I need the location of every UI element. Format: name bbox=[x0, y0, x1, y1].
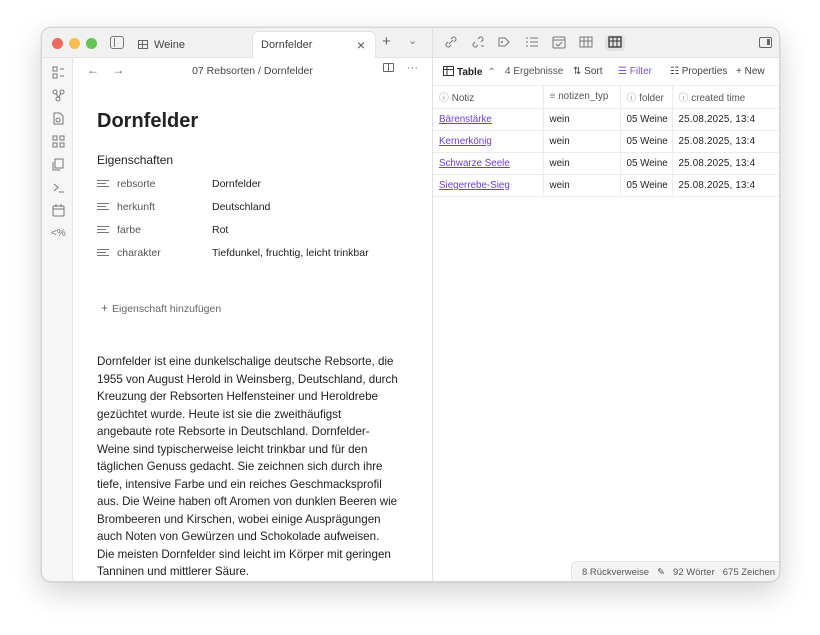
sort-icon: ⇅ bbox=[573, 66, 585, 77]
view-label: Table bbox=[457, 67, 483, 78]
property-key: farbe bbox=[117, 224, 141, 236]
char-count: 675 Zeichen bbox=[722, 567, 776, 578]
blocks-icon[interactable] bbox=[51, 135, 65, 149]
column-header-created-time[interactable] bbox=[672, 86, 780, 108]
pane-icon[interactable] bbox=[51, 66, 65, 80]
graph-icon[interactable] bbox=[51, 89, 65, 103]
property-key: herkunft bbox=[117, 201, 155, 213]
percent-code-icon[interactable]: <% bbox=[51, 228, 66, 239]
calendar-icon[interactable] bbox=[51, 204, 65, 218]
sidebar-right-icon[interactable] bbox=[759, 37, 772, 48]
properties-heading[interactable]: Eigenschaften bbox=[97, 153, 174, 167]
sort-button[interactable] bbox=[573, 66, 603, 77]
base-pane bbox=[432, 28, 780, 582]
link-icon[interactable] bbox=[443, 35, 459, 51]
breadcrumb[interactable]: 07 Rebsorten / Dornfelder bbox=[192, 65, 313, 77]
new-tab-button[interactable]: + bbox=[382, 33, 391, 50]
table-cell[interactable]: 05 Weine bbox=[620, 130, 672, 152]
plus-icon: + bbox=[736, 66, 745, 77]
status-bar bbox=[571, 561, 780, 582]
table-row[interactable] bbox=[433, 152, 780, 174]
column-label: Notiz bbox=[451, 92, 475, 104]
property-row[interactable] bbox=[97, 221, 228, 239]
column-label: notizen_typ bbox=[558, 91, 609, 103]
table-cell[interactable]: wein bbox=[543, 174, 620, 196]
column-header-folder[interactable] bbox=[620, 86, 672, 108]
tab-label: Weine bbox=[154, 38, 185, 51]
terminal-icon[interactable] bbox=[51, 181, 65, 195]
tab-label: Dornfelder bbox=[261, 39, 313, 51]
note-link[interactable]: Siegerrebe-Sieg bbox=[433, 174, 543, 196]
property-key: charakter bbox=[117, 247, 161, 259]
table-cell[interactable]: wein bbox=[543, 108, 620, 130]
add-property-label: Eigenschaft hinzufügen bbox=[112, 303, 222, 315]
property-value[interactable]: Dornfelder bbox=[212, 178, 262, 190]
unlink-icon[interactable] bbox=[470, 35, 486, 51]
calendar-check-icon[interactable] bbox=[551, 35, 567, 51]
property-value[interactable]: Deutschland bbox=[212, 201, 271, 213]
note-link[interactable]: Kernerkönig bbox=[433, 130, 543, 152]
properties-icon: ☷ bbox=[670, 66, 682, 77]
table-header-row bbox=[433, 86, 780, 108]
text-property-icon bbox=[97, 226, 109, 234]
word-count: 92 Wörter bbox=[673, 567, 715, 578]
info-icon: ⓘ bbox=[626, 92, 637, 104]
add-property-button[interactable] bbox=[101, 301, 221, 315]
column-label: created time bbox=[691, 92, 746, 104]
back-arrow-icon[interactable]: ← bbox=[87, 63, 99, 77]
base-table bbox=[433, 86, 780, 197]
zoom-window-button[interactable] bbox=[86, 38, 97, 49]
app-window bbox=[41, 27, 780, 582]
table-cell[interactable]: 25.08.2025, 13:4 bbox=[672, 130, 780, 152]
new-entry-button[interactable] bbox=[736, 66, 765, 77]
left-ribbon bbox=[42, 58, 73, 582]
table-cell[interactable]: 05 Weine bbox=[620, 174, 672, 196]
note-body[interactable]: Dornfelder ist eine dunkelschalige deutsche Rebsorte, die 1955 von August Herold in Weinsberg, Deutschland, durch Kreuzung der Rebsorten Helfensteiner und Heroldrebe gezüchtet wurde. Heute ist sie die zweithäufigst angebaute rote Rebsorte in Deutschland. Dornfelder-Weine sind typischerweise leicht trinkbar und für den täglichen Genuss gedacht. Sie zeichnen sich durch ihre tiefe, intensive Farbe und ein reiches Geschmacksprofil aus. Die Weine haben oft Aromen von dunklen Beeren wie Brombeeren und Kirschen, wobei einige Ausprägungen auch Noten von Gewürzen und Schokolade aufweisen. Die meisten Dornfelder sind leicht im Körper mit geringen Tanninen und mittlerer Säure. bbox=[97, 355, 398, 578]
column-header-notizen-typ[interactable] bbox=[543, 86, 620, 108]
text-property-icon bbox=[97, 180, 109, 188]
sort-label: Sort bbox=[584, 66, 603, 77]
column-header-notiz[interactable] bbox=[433, 86, 543, 108]
text-property-icon: ≡ bbox=[549, 91, 556, 103]
sidebar-toggle-icon[interactable] bbox=[110, 36, 124, 49]
close-window-button[interactable] bbox=[52, 38, 63, 49]
table-cell[interactable]: 25.08.2025, 13:4 bbox=[672, 152, 780, 174]
tab-dornfelder[interactable] bbox=[252, 31, 376, 58]
property-row[interactable] bbox=[97, 175, 261, 193]
note-link[interactable]: Schwarze Seele bbox=[433, 152, 543, 174]
editor-actions bbox=[383, 62, 418, 74]
property-value[interactable]: Rot bbox=[212, 224, 229, 236]
window-controls bbox=[52, 38, 97, 49]
tab-bar bbox=[42, 28, 432, 58]
table-selected-icon[interactable] bbox=[605, 35, 625, 51]
files-icon[interactable] bbox=[51, 158, 65, 172]
table-icon[interactable] bbox=[578, 35, 594, 51]
filter-label: Filter bbox=[629, 66, 652, 77]
close-tab-icon[interactable]: × bbox=[356, 37, 365, 53]
property-row[interactable] bbox=[97, 198, 270, 216]
view-selector[interactable]: Table ⌃ bbox=[443, 66, 496, 78]
base-view-bar bbox=[433, 58, 780, 86]
backlinks-count[interactable]: 8 Rückverweise bbox=[582, 567, 650, 578]
new-label: New bbox=[744, 66, 765, 77]
filter-button[interactable] bbox=[618, 66, 652, 77]
text-property-icon bbox=[97, 249, 109, 257]
forward-arrow-icon[interactable]: → bbox=[112, 63, 125, 77]
table-row[interactable] bbox=[433, 108, 780, 130]
table-row[interactable] bbox=[433, 130, 780, 152]
properties-label: Properties bbox=[681, 66, 728, 77]
table-icon bbox=[138, 40, 148, 49]
edit-pencil-icon[interactable]: ✎ bbox=[657, 567, 666, 578]
tags-icon[interactable] bbox=[497, 35, 513, 51]
list-icon[interactable] bbox=[524, 35, 540, 51]
more-options-icon[interactable]: ··· bbox=[407, 62, 418, 74]
property-row[interactable] bbox=[97, 244, 369, 262]
results-count: 4 Ergebnisse bbox=[505, 66, 564, 77]
plus-icon: + bbox=[101, 301, 109, 315]
filter-icon: ☰ bbox=[618, 66, 630, 77]
property-value[interactable]: Tiefdunkel, fruchtig, leicht trinkbar bbox=[212, 247, 369, 259]
table-cell[interactable]: 05 Weine bbox=[620, 108, 672, 130]
reading-view-icon[interactable] bbox=[383, 63, 394, 72]
table-cell[interactable]: 25.08.2025, 13:4 bbox=[672, 108, 780, 130]
info-icon: ⓘ bbox=[678, 92, 689, 104]
table-cell[interactable]: 25.08.2025, 13:4 bbox=[672, 174, 780, 196]
editor-pane bbox=[73, 58, 432, 582]
tab-list-chevron-icon[interactable]: ⌄ bbox=[408, 35, 418, 47]
text-property-icon bbox=[97, 203, 109, 211]
property-key: rebsorte bbox=[117, 178, 156, 190]
note-title[interactable]: Dornfelder bbox=[97, 110, 199, 132]
table-cell[interactable]: wein bbox=[543, 152, 620, 174]
properties-button[interactable] bbox=[670, 66, 727, 77]
minimize-window-button[interactable] bbox=[69, 38, 80, 49]
file-sync-icon[interactable] bbox=[51, 112, 65, 126]
note-link[interactable]: Bärenstärke bbox=[433, 108, 543, 130]
table-cell[interactable]: wein bbox=[543, 130, 620, 152]
column-label: folder bbox=[639, 92, 664, 104]
info-icon: ⓘ bbox=[439, 92, 449, 104]
right-toolbar bbox=[433, 28, 780, 58]
table-cell[interactable]: 05 Weine bbox=[620, 152, 672, 174]
tab-weine[interactable] bbox=[138, 31, 248, 58]
table-row[interactable] bbox=[433, 174, 780, 196]
